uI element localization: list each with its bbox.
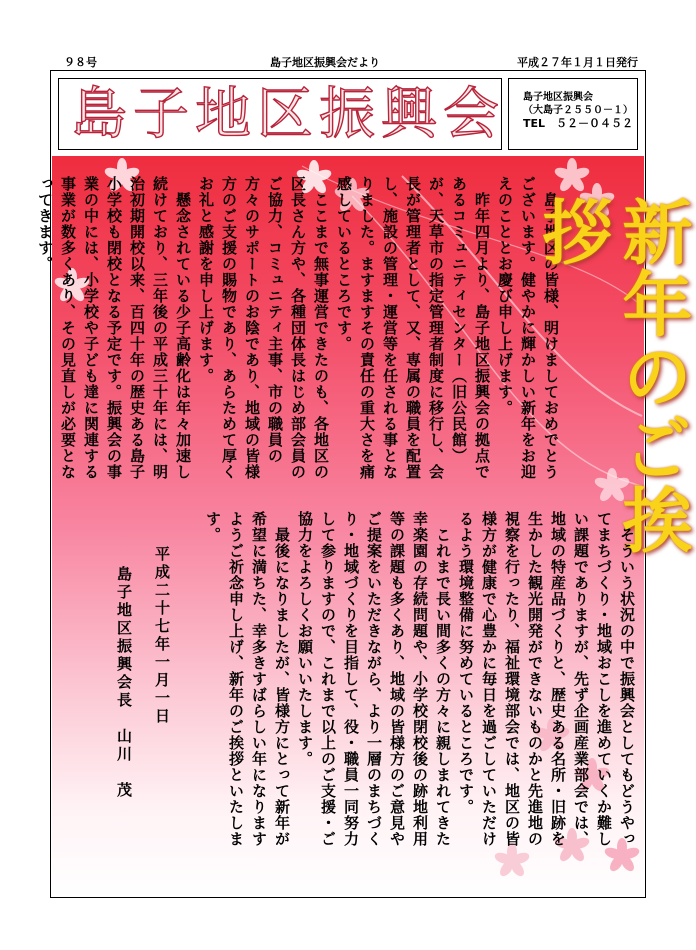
paragraph: ここまで無事運営できたのも、各地区の区長さん方や、各種団体長はじめ部会員のご協力、コミュニティ主事、市の職員の方々のサポートのお陰であり、地域の皆様方のご支援の賜物であり、あらためて厚くお礼と感謝を申し上げます。 (197, 176, 330, 480)
masthead-box (58, 78, 505, 150)
contact-org: 島子地区振興会 (523, 92, 593, 103)
paragraph: 最後になりましたが、皆様方にとって新年が希望に満ちた、幸多きすばらしい年になりますようご祈念申し上げ、新年のご挨拶といたします。 (204, 511, 291, 847)
contact-tel: TEL ５２－０４５２ (523, 117, 634, 130)
signature-name: 島子地区振興会長 山川 茂 (115, 566, 133, 800)
paragraph: 懸念されている少子高齢化は年々加速し続けており、三年後の平成三十年には、明治初期開校以来、百四十年の歴史ある島子小学校も閉校となる予定です。振興会の事業の中には、小学校や子ども達に関連する事業が数多くあり、その見直しが必要となってきます。 (36, 176, 192, 480)
article-body-upper (36, 176, 562, 494)
contact-address: （大島子２５５０－１） (523, 105, 633, 116)
contact-box (508, 78, 638, 150)
paragraph: 昨年四月より、島子地区振興会の拠点であるコミュニティセンター（旧公民館）が、天草市の指定管理者制度に移行し、会長が管理者として、又、専属の職員を配置し、施設の管理・運営等を任される事となりました。ますますその責任の重大さを痛感しているところです。 (335, 176, 491, 480)
paragraph: これまで長い間多くの方々に親しまれてきた幸楽園の存続問題や、小学校閉校後の跡地利用等の課題も多くあり、地域の皆様方のご意見やご提案をいただきながら、より一層のまちづくり・地域づくりを目指して、役・職員一同努力して参りますので、これまで以上のご支援・ご協力をよろしくお願いいたします。 (296, 511, 452, 847)
masthead-title: 島子地区振興会 (71, 82, 505, 147)
paragraph: そういう状況の中で振興会としてもどうやってまちづくり・地域おこしを進めていくか難しい課題でありますが、先ず企画産業部会では、地域の特産品づくりと、歴史ある名所・旧跡を生かした観光開発ができないものかと先進地の視察を行ったり、福祉環境部会では、地区の皆様方が健康で心豊かに毎日を過ごしていただけるよう環境整備に努めているところです。 (457, 511, 636, 847)
greeting-title: 新年のご挨拶 (531, 196, 694, 556)
article-body-lower (170, 511, 638, 851)
publication-title: 島子地区振興会だより (270, 56, 380, 69)
article-area (36, 156, 694, 896)
signature-date: 平成二十七年一月一日 (153, 546, 171, 726)
paragraph: 島子地区の皆様、明けましておめでとうございます。健やかに輝かしい新年をお迎えのこととお慶び申し上げます。 (496, 176, 560, 480)
issue-number: ９８号 (64, 56, 97, 69)
publication-date: 平成２７年１月１日発行 (517, 56, 638, 69)
